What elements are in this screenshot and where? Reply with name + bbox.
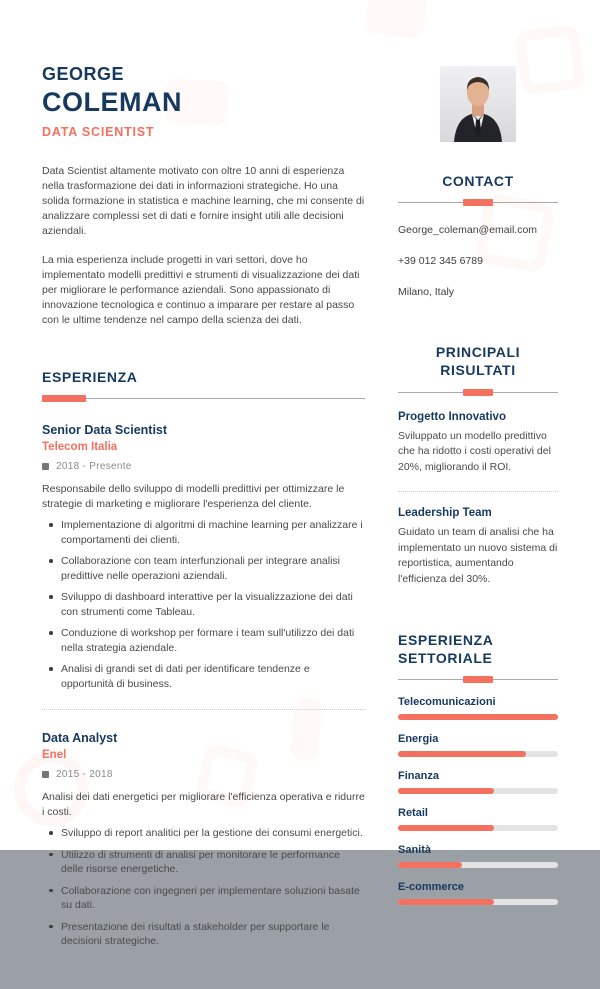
job-period bbox=[42, 461, 365, 472]
achievement-title: Progetto Innovativo bbox=[398, 410, 506, 423]
skill-row bbox=[398, 807, 558, 831]
bullet-item: Sviluppo di report analitici per la gestione dei consumi energetici. bbox=[42, 826, 365, 841]
bullet-item: Utilizzo di strumenti di analisi per monitorare le performance delle risorse energetiche. bbox=[42, 848, 365, 877]
divider-accent bbox=[463, 389, 493, 396]
contact-location: Milano, Italy bbox=[398, 286, 455, 299]
profile-summary bbox=[42, 164, 365, 328]
skill-bar-fill bbox=[398, 899, 494, 905]
job-period bbox=[42, 769, 365, 780]
job-entry bbox=[42, 423, 365, 691]
skill-bar-fill bbox=[398, 751, 526, 757]
section-divider bbox=[398, 389, 558, 396]
calendar-icon bbox=[42, 463, 49, 470]
achievement-item bbox=[398, 411, 558, 476]
skill-label: Retail bbox=[398, 807, 428, 820]
summary-paragraph: La mia esperienza include progetti in vari settori, dove ho implementato modelli predittivi e strumenti di visualizzazione dei dati per migliorare le performance aziendali. Sono appassionato di innovazione tecnologica e continuo a imparare per restare al passo con le ultime tendenze nel campo della scienza dei dati. bbox=[42, 254, 360, 326]
divider-accent bbox=[463, 199, 493, 206]
experience-section bbox=[42, 368, 365, 949]
skill-label: E-commerce bbox=[398, 881, 465, 894]
section-divider bbox=[42, 395, 365, 402]
job-bullet-list bbox=[42, 518, 365, 691]
skill-bar-track bbox=[398, 751, 558, 757]
sector-heading: ESPERIENZA SETTORIALE bbox=[398, 632, 493, 667]
skill-label: Energia bbox=[398, 733, 439, 746]
skill-label: Finanza bbox=[398, 770, 439, 783]
skill-row bbox=[398, 733, 558, 757]
achievements-divider bbox=[398, 491, 558, 492]
section-divider bbox=[398, 676, 558, 683]
first-name: GEORGE bbox=[42, 64, 125, 84]
achievements-section bbox=[398, 343, 558, 587]
job-title: Data Analyst bbox=[42, 731, 118, 746]
name-block bbox=[42, 64, 365, 139]
job-entry bbox=[42, 731, 365, 949]
job-title: Senior Data Scientist bbox=[42, 423, 168, 438]
calendar-icon bbox=[42, 771, 49, 778]
achievement-item bbox=[398, 507, 558, 587]
skill-row bbox=[398, 696, 558, 720]
divider-accent bbox=[463, 676, 493, 683]
achievement-title: Leadership Team bbox=[398, 507, 492, 520]
skill-bar-track bbox=[398, 788, 558, 794]
contact-phone: +39 012 345 6789 bbox=[398, 255, 483, 268]
jobs-divider bbox=[42, 709, 365, 710]
skill-bar-fill bbox=[398, 788, 494, 794]
summary-paragraph: Data Scientist altamente motivato con oltre 10 anni di esperienza nella trasformazione dei dati in informazioni strategiche. Ho una solida formazione in statistica e machine learning, che mi consente di analizzare complessi set di dati e fornire insight utili alle decisioni aziendali. bbox=[42, 165, 365, 237]
period-text: 2015 - 2018 bbox=[56, 769, 113, 781]
divider-line bbox=[42, 398, 365, 399]
achievements-heading: PRINCIPALI RISULTATI bbox=[435, 344, 521, 379]
contact-email: George_coleman@email.com bbox=[398, 224, 538, 237]
job-description: Responsabile dello sviluppo di modelli predittivi per ottimizzare le strategie di marketing e migliorare l'esperienza del cliente. bbox=[42, 483, 345, 510]
bullet-item: Sviluppo di dashboard interattive per la visualizzazione dei dati con strumenti come Tableau. bbox=[42, 590, 365, 619]
job-company: Enel bbox=[42, 749, 67, 762]
skill-bar-track bbox=[398, 899, 558, 905]
skill-bar-fill bbox=[398, 714, 558, 720]
section-divider bbox=[398, 199, 558, 206]
job-description: Analisi dei dati energetici per migliorare l'efficienza operativa e ridurre i costi. bbox=[42, 791, 365, 818]
job-company: Telecom Italia bbox=[42, 441, 118, 454]
job-bullet-list bbox=[42, 826, 365, 949]
bullet-item: Conduzione di workshop per formare i team sull'utilizzo dei dati nella strategia aziendale. bbox=[42, 626, 365, 655]
contact-section bbox=[398, 172, 558, 299]
achievement-text: Sviluppato un modello predittivo che ha ridotto i costi operativi del 20%, migliorando il ROI. bbox=[398, 429, 551, 473]
avatar-illustration bbox=[440, 66, 516, 142]
contact-items bbox=[398, 223, 558, 299]
skill-label: Sanità bbox=[398, 844, 432, 857]
profile-photo bbox=[440, 66, 516, 142]
achievement-text: Guidato un team di analisi che ha implementato un nuovo sistema di reportistica, aumentando l'efficienza del 30%. bbox=[398, 526, 558, 585]
skill-row bbox=[398, 844, 558, 868]
job-role: DATA SCIENTIST bbox=[42, 125, 155, 139]
skill-bar-track bbox=[398, 825, 558, 831]
skill-bar-fill bbox=[398, 862, 462, 868]
bullet-item: Presentazione dei risultati a stakeholder per supportare le decisioni strategiche. bbox=[42, 920, 365, 949]
bullet-item: Collaborazione con team interfunzionali per integrare analisi predittive nelle operazioni aziendali. bbox=[42, 554, 365, 583]
last-name: COLEMAN bbox=[42, 87, 182, 117]
experience-heading: ESPERIENZA bbox=[42, 369, 138, 385]
left-column bbox=[42, 64, 365, 949]
skill-bar-fill bbox=[398, 825, 494, 831]
skill-label: Telecomunicazioni bbox=[398, 696, 496, 709]
skill-row bbox=[398, 770, 558, 794]
skill-bar-track bbox=[398, 862, 558, 868]
bullet-item: Collaborazione con ingegneri per implementare soluzioni basate su dati. bbox=[42, 884, 365, 913]
right-column bbox=[398, 64, 558, 949]
skill-bar-track bbox=[398, 714, 558, 720]
bullet-item: Implementazione di algoritmi di machine learning per analizzare i comportamenti dei clienti. bbox=[42, 518, 365, 547]
sector-experience-section bbox=[398, 631, 558, 905]
skill-row bbox=[398, 881, 558, 905]
bullet-item: Analisi di grandi set di dati per identificare tendenze e opportunità di business. bbox=[42, 662, 365, 691]
divider-accent bbox=[42, 395, 86, 402]
period-text: 2018 - Presente bbox=[56, 461, 132, 473]
contact-heading: CONTACT bbox=[442, 173, 514, 189]
